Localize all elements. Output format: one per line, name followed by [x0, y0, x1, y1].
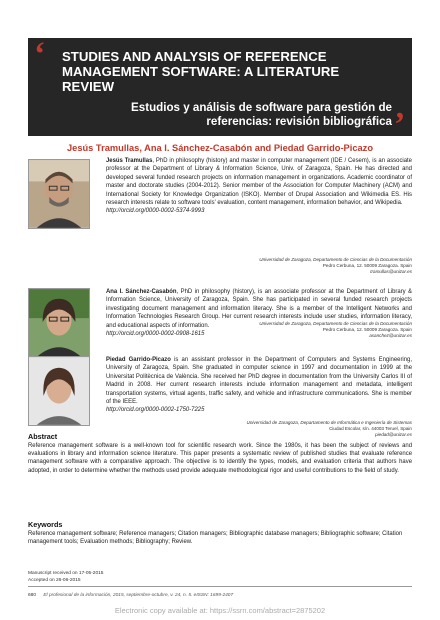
author-photo-sanchez-casabon: [28, 288, 90, 358]
ssrn-watermark[interactable]: Electronic copy available at: https://ssrn.com/abstract=2875202: [114, 606, 326, 615]
article-title-spanish: Estudios y análisis de software para gestión de referencias: revisión bibliográfica: [131, 101, 392, 128]
page-footer: [28, 593, 412, 598]
manuscript-received: Manuscript received on 17-05-2015: [28, 571, 104, 576]
author-affiliation-sanchez-casabon: Universidad de Zaragoza, Departamento de Ciencias de la Documentación Pedro Cerbuna, 12. 50009 Zaragoza. Spain asanchez@unizar.es: [259, 321, 412, 339]
author-affiliation-tramullas: Universidad de Zaragoza, Departamento de Ciencias de la Documentación Pedro Cerbuna, 12. 50009 Zaragoza. Spain tramullas@unizar.es: [259, 257, 412, 275]
author-orcid-sanchez-casabon[interactable]: http://orcid.org/0000-0002-0908-1615: [106, 331, 205, 338]
author-photo-tramullas: [28, 159, 90, 229]
author-email-sanchez-casabon[interactable]: asanchez@unizar.es: [369, 333, 412, 339]
open-quote-mark: ‘: [34, 36, 46, 73]
author-affiliation-garrido-picazo: Universidad de Zaragoza, Departamento de Informática e Ingeniería de Sistemas Ciudad Escolar, s/n. 44003 Teruel, Spain piedad@unizar.es: [246, 420, 412, 438]
author-email-tramullas[interactable]: tramullas@unizar.es: [370, 269, 412, 275]
abstract-heading: Abstract: [28, 432, 58, 441]
authors-line: Jesús Tramullas, Ana I. Sánchez-Casabón and Piedad Garrido-Picazo: [66, 143, 374, 153]
article-title-english: STUDIES AND ANALYSIS OF REFERENCE MANAGEMENT SOFTWARE: A LITERATURE REVIEW: [62, 49, 340, 94]
author-orcid-tramullas[interactable]: http://orcid.org/0000-0002-5374-9993: [106, 208, 205, 215]
footer-divider: [28, 586, 412, 587]
author-bio-sanchez-casabon: Ana I. Sánchez-Casabón, PhD in philosophy (history), is an associate professor at the Department of Library & Information Science, University of Zaragoza, Spain. She has participated in several funded research projects investigating document management and information literacy. She is a member of the Intelligent Networks and Information Technologies Research Group. Her current research interests include user studies, information literacy, and educational aspects of information. http://orcid.org/0000-0002-0908-1615: [106, 289, 412, 338]
author-email-garrido-picazo[interactable]: piedad@unizar.es: [375, 432, 412, 438]
manuscript-dates: [28, 570, 103, 584]
keywords-text: Reference management software; Reference managers; Citation managers; Bibliographic database managers; Bibliographic software; Citation management tools; Evaluation methods; Bibliography; Review.: [28, 531, 403, 546]
journal-citation: El profesional de la información, 2015, septiembre-octubre, v. 24, n. 5. eISSN: 1699-2407: [43, 593, 234, 598]
page-number: 680: [28, 593, 37, 598]
author-photo-garrido-picazo: [28, 356, 90, 426]
author-bio-tramullas: Jesús Tramullas, PhD in philosophy (history) and master in computer management (IDE / Cesem), is an associate professor at the Department of Library & Information Science, Univ. of Zaragoza, Spain. He has directed and developed several funded research projects on information management in organizations. Academic coordinator of master and doctorate studies (2004-2012). Senior member of the Association for Computer Machinery (ACM) and International Society for Knowledge Organization (ISKO). Member of Drupal Association and Wikimedia ES. His research interests relate to software tools' evaluation, content management, information behavior, and Wikipedia. http://orcid.org/0000-0002-5374-9993: [106, 158, 412, 215]
author-orcid-garrido-picazo[interactable]: http://orcid.org/0000-0002-1750-7225: [106, 407, 205, 414]
close-quote-mark: ’: [394, 106, 406, 143]
manuscript-accepted: Accepted on 26-06-2015: [28, 578, 81, 583]
abstract-text: Reference management software is a well-known tool for scientific research work. Since the 1980s, it has been the subject of reviews and evaluations in library and information science literature. This paper presents a systematic review of published studies that evaluate reference management software with a comparative approach. The objective is to identify the types, models, and evaluation criteria that authors have adopted, in order to determine whether the methods used provide adequate methodological rigor and useful contributions to the field of study.: [28, 443, 412, 474]
keywords-heading: Keywords: [28, 520, 63, 529]
author-bio-garrido-picazo: Piedad Garrido-Picazo is an assistant professor in the Department of Computers and Systems Engineering, University of Zaragoza, Spain. She graduated in computer science in 1997 and documentation in 1999 at the Universitat Politècnica de València. She received her PhD degree in documentation from the University Carlos III of Madrid in 2008. Her current research interests include information management and metadata, intelligent transportation systems, virtual agents, traffic safety, and vehicle and infrastructure communications. She is member of the IEEE. http://orcid.org/0000-0002-1750-7225: [106, 357, 412, 414]
